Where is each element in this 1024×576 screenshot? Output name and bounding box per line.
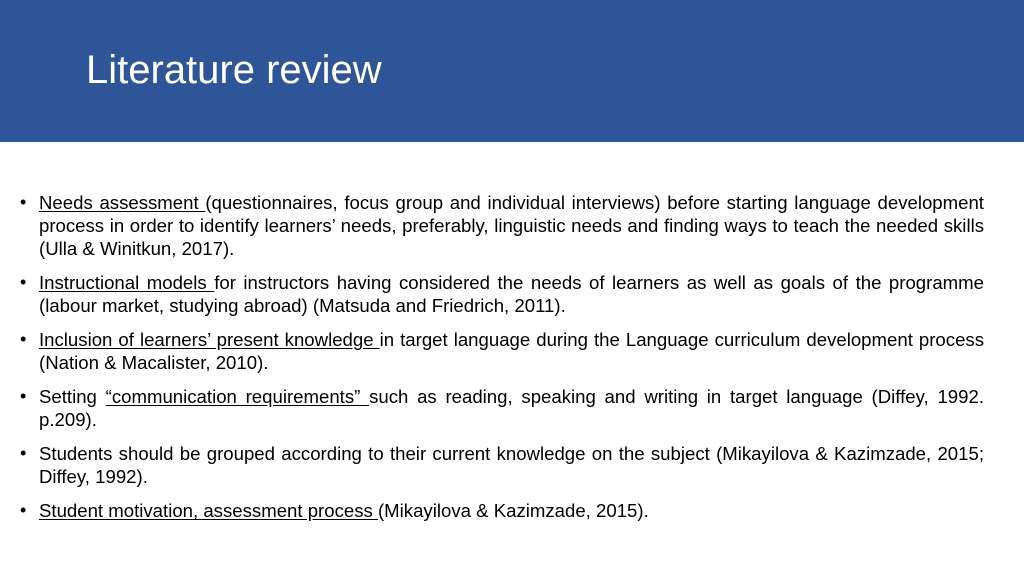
bullet-text: Students should be grouped according to their current knowledge on the subject (Mikayilova & Kazimzade, 2015; Diffey, 1992). — [39, 443, 984, 487]
bullet-term: Inclusion of learners’ present knowledge — [39, 329, 380, 350]
bullet-text: such as reading, speaking and writing in target language (Diffey, 1992. p.209). — [39, 386, 984, 430]
bullet-dot: • — [20, 272, 27, 292]
bullet-list — [20, 191, 984, 522]
bullet-item-needs-assessment — [20, 191, 984, 260]
bullet-prefix: Setting — [39, 386, 106, 407]
bullet-text: (questionnaires, focus group and individual interviews) before starting language development process in order to identify learners’ needs, preferably, linguistic needs and finding ways to teach the needed skills (Ulla & Winitkun, 2017). — [39, 192, 984, 259]
bullet-dot: • — [20, 192, 27, 212]
bullet-item-instructional-models — [20, 271, 984, 317]
bullet-dot: • — [20, 386, 27, 406]
bullet-term: Instructional models — [39, 272, 215, 293]
bullet-item-communication-requirements — [20, 385, 984, 431]
bullet-text: in target language during the Language curriculum development process (Nation & Macalister, 2010). — [39, 329, 985, 373]
bullet-text: (Mikayilova & Kazimzade, 2015). — [377, 500, 649, 521]
bullet-term: Student motivation, assessment process — [39, 500, 378, 521]
bullet-item-student-motivation — [20, 499, 984, 522]
slide-content — [20, 191, 984, 522]
bullet-dot: • — [20, 329, 27, 349]
bullet-text: for instructors having considered the needs of learners as well as goals of the programme (labour market, studying abroad) (Matsuda and Friedrich, 2011). — [39, 272, 984, 316]
bullet-term: “communication requirements” — [105, 386, 370, 407]
bullet-item-inclusion-of-knowledge — [20, 328, 984, 374]
bullet-dot: • — [20, 500, 27, 520]
slide-title: Literature review — [86, 48, 382, 92]
bullet-item-student-grouping — [20, 442, 984, 488]
bullet-term: Needs assessment — [39, 192, 206, 213]
bullet-dot: • — [20, 443, 27, 463]
slide-header — [0, 0, 1024, 142]
